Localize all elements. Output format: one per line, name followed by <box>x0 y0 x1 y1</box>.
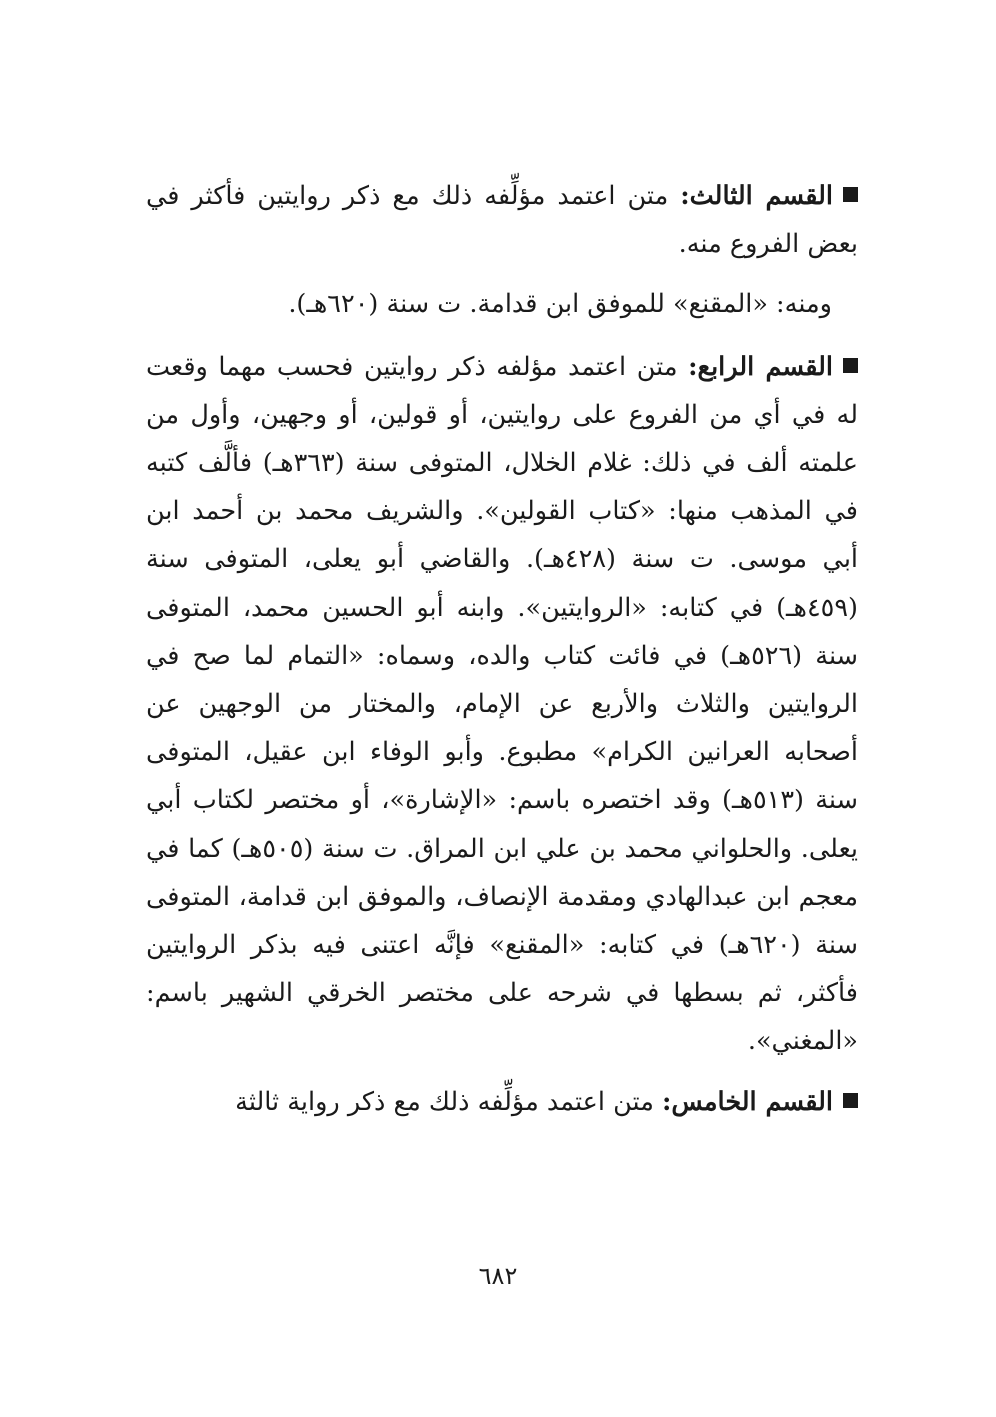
page-body <box>146 172 858 1138</box>
section-example: ومنه: «المقنع» للموفق ابن قدامة. ت سنة (٦٢٠هـ). <box>288 289 832 320</box>
section-text: متن اعتمد مؤلفه ذكر روايتين فحسب مهما وقعت له في أي من الفروع على روايتين، أو قولين، أو وجهين، وأول من علمته ألف في ذلك: غلام الخلال، المتوفى سنة (٣٦٣هـ) فألَّف كتبه في المذهب منها: «كتاب القولين». والشريف محمد بن أحمد ابن أبي موسى. ت سنة (٤٢٨هـ). والقاضي أبو يعلى، المتوفى سنة (٤٥٩هـ) في كتابه: «الروايتين». وابنه أبو الحسين محمد، المتوفى سنة (٥٢٦هـ) في فائت كتاب والده، وسماه: «التمام لما صح في الروايتين والثلاث والأربع عن الإمام، والمختار من الوجهين عن أصحابه العرانين الكرام» مطبوع. وأبو الوفاء ابن عقيل، المتوفى سنة (٥١٣هـ) وقد اختصره باسم: «الإشارة»، أو مختصر لكتاب أبي يعلى. والحلواني محمد بن علي ابن المراق. ت سنة (٥٠٥هـ) كما في معجم ابن عبدالهادي ومقدمة الإنصاف، والموفق ابن قدامة، المتوفى سنة (٦٢٠هـ) في كتابه: «المقنع» فإنَّه اعتنى فيه بذكر الروايتين فأكثر، ثم بسطها في شرحه على مختصر الخرقي الشهير باسم: «المغني». <box>146 351 858 1057</box>
section-fifth <box>146 1078 858 1126</box>
section-heading: القسم الرابع: <box>688 351 833 382</box>
section-fourth <box>146 343 858 1066</box>
section-text: متن اعتمد مؤلِّفه ذلك مع ذكر رواية ثالثة <box>235 1086 662 1117</box>
section-third <box>146 172 858 268</box>
page-number: ٦٨٢ <box>478 1262 518 1290</box>
section-heading: القسم الثالث: <box>680 181 833 211</box>
section-text: متن اعتمد مؤلِّفه ذلك مع ذكر روايتين فأكثر في بعض الفروع منه. <box>146 181 858 260</box>
section-heading: القسم الخامس: <box>661 1086 833 1117</box>
square-bullet-icon <box>843 187 858 202</box>
square-bullet-icon <box>843 358 858 373</box>
square-bullet-icon <box>843 1093 858 1108</box>
